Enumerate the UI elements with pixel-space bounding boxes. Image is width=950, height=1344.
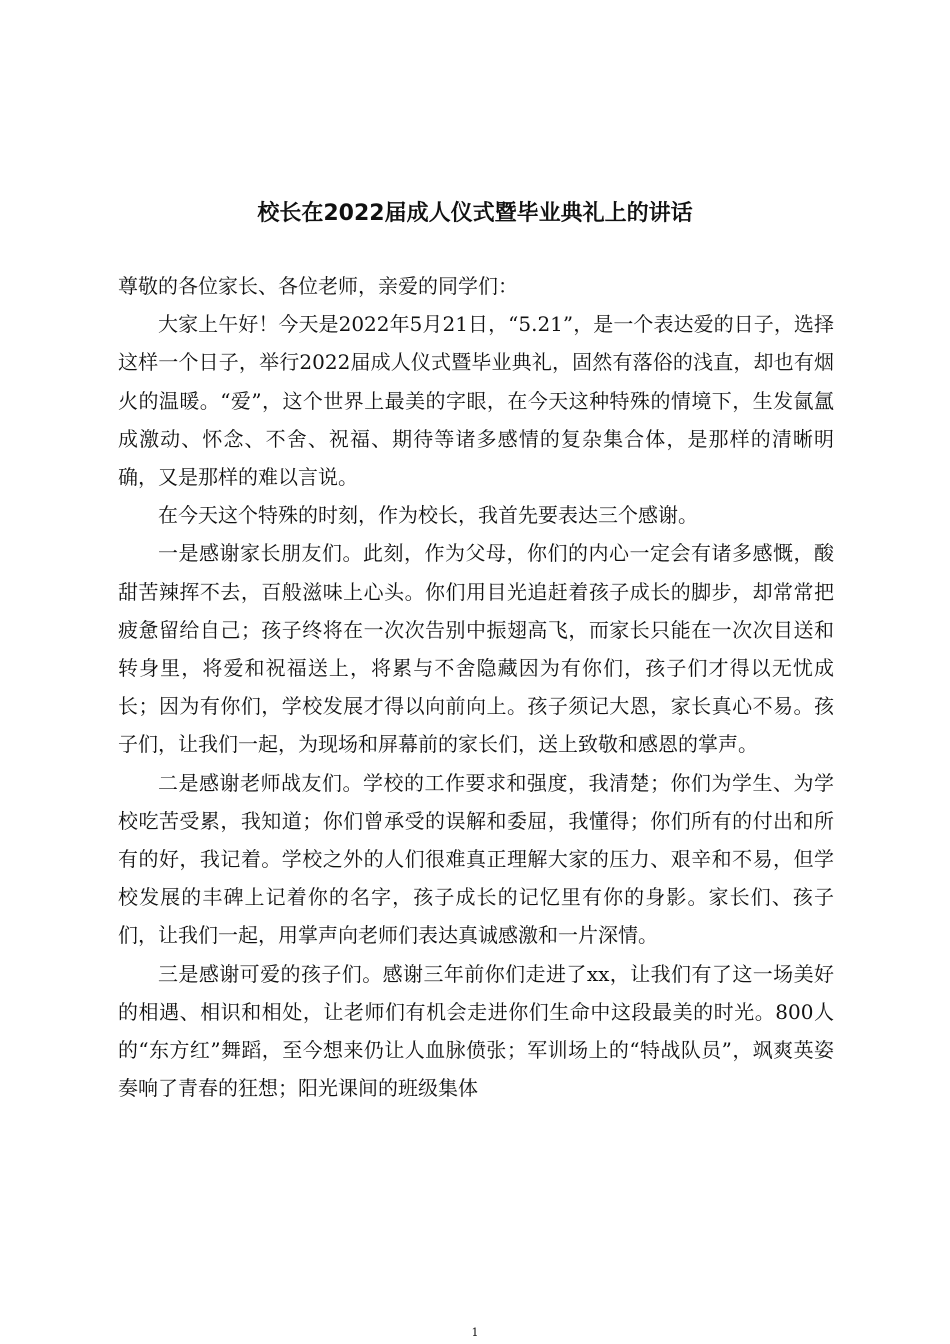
paragraph-greeting: 大家上午好！今天是2022年5月21日，“5.21”，是一个表达爱的日子，选择这样一个日子，举行2022届成人仪式暨毕业典礼，固然有落俗的浅直，却也有烟火的温暖。“爱”，这个世界上最美的字眼，在今天这种特殊的情境下，生发氤氲成激动、怀念、不舍、祝福、期待等诸多感情的复杂集合体，是那样的清晰明确，又是那样的难以言说。: [118, 312, 834, 490]
paragraph-thanks-parents: 一是感谢家长朋友们。此刻，作为父母，你们的内心一定会有诸多感慨，酸甜苦辣挥不去，百般滋味上心头。你们用目光追赶着孩子成长的脚步，却常常把疲惫留给自己；孩子终将在一次次告别中振翅高飞，而家长只能在一次次目送和转身里，将爱和祝福送上，将累与不舍隐藏因为有你们，孩子们才得以无忧成长；因为有你们，学校发展才得以向前向上。孩子须记大恩，家长真心不易。孩子们，让我们一起，为现场和屏幕前的家长们，送上致敬和感恩的掌声。: [118, 541, 834, 757]
document-body: [118, 267, 834, 1107]
paragraph-thanks-teachers: 二是感谢老师战友们。学校的工作要求和强度，我清楚；你们为学生、为学校吃苦受累，我知道；你们曾承受的误解和委屈，我懂得；你们所有的付出和所有的好，我记着。学校之外的人们很难真正理解大家的压力、艰辛和不易，但学校发展的丰碑上记着你的名字，孩子成长的记忆里有你的身影。家长们、孩子们，让我们一起，用掌声向老师们表达真诚感激和一片深情。: [118, 770, 834, 948]
paragraph-thanks-students: 三是感谢可爱的孩子们。感谢三年前你们走进了xx，让我们有了这一场美好的相遇、相识和相处，让老师们有机会走进你们生命中这段最美的时光。800人的“东方红”舞蹈，至今想来仍让人血脉偾张；军训场上的“特战队员”，飒爽英姿奏响了青春的狂想；阳光课间的班级集体: [118, 961, 834, 1101]
salutation: 尊敬的各位家长、各位老师，亲爱的同学们：: [118, 274, 518, 298]
paragraph-intro-thanks: 在今天这个特殊的时刻，作为校长，我首先要表达三个感谢。: [158, 503, 698, 528]
page-number: 1: [471, 1326, 479, 1339]
document-title: 校长在2022届成人仪式暨毕业典礼上的讲话: [257, 201, 693, 226]
